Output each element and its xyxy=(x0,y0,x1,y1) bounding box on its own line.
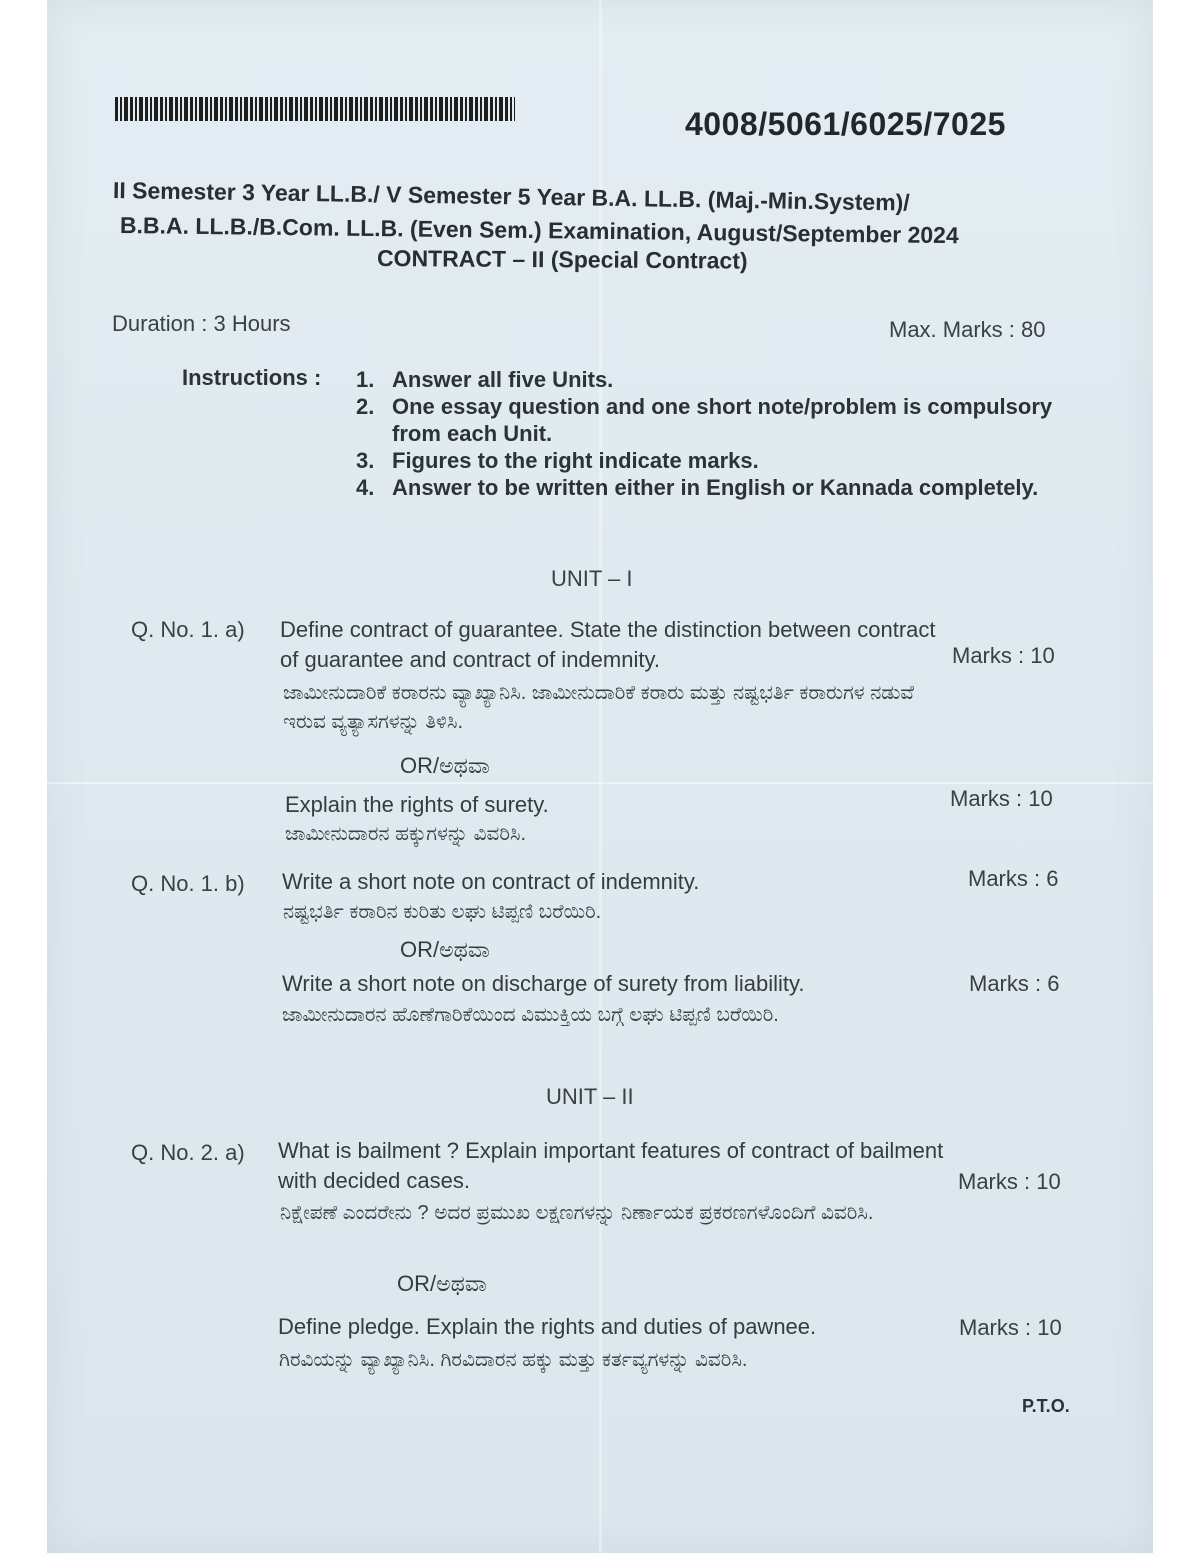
instruction-item: 2. One essay question and one short note/problem is compulsory from each Unit. xyxy=(356,394,1053,446)
question-1b-alt-text: Write a short note on discharge of surety from liability. xyxy=(282,971,805,996)
question-1b-marks: Marks : 6 xyxy=(968,866,1059,891)
question-1a-kannada: ಜಾಮೀನುದಾರಿಕೆ ಕರಾರನು ವ್ಯಾಖ್ಯಾನಿಸಿ. ಜಾಮೀನುದಾರಿಕೆ ಕರಾರು ಮತ್ತು ನಷ್ಟಭರ್ತಿ ಕರಾರುಗಳ ನಡುವೆ ಇರುವ ವ್ಯತ್ಯಾಸಗಳನ್ನು ತಿಳಿಸಿ. xyxy=(283,682,915,733)
paper-code: 4008/5061/6025/7025 xyxy=(685,106,1006,142)
question-2a-kannada: ನಿಕ್ಷೇಪಣೆ ಎಂದರೇನು ? ಅದರ ಪ್ರಮುಖ ಲಕ್ಷಣಗಳನ್ನು ನಿರ್ಣಾಯಕ ಪ್ರಕರಣಗಳೊಂದಿಗೆ ವಿವರಿಸಿ. xyxy=(280,1202,874,1224)
instruction-item: 1. Answer all five Units. xyxy=(356,367,614,392)
question-2a-alt-kannada: ಗಿರವಿಯನ್ನು ವ್ಯಾಖ್ಯಾನಿಸಿ. ಗಿರವಿದಾರನ ಹಕ್ಕು ಮತ್ತು ಕರ್ತವ್ಯಗಳನ್ನು ವಿವರಿಸಿ. xyxy=(279,1349,748,1371)
question-1b-alt-marks: Marks : 6 xyxy=(969,971,1060,996)
question-1a-alt-kannada: ಜಾಮೀನುದಾರನ ಹಕ್ಕುಗಳನ್ನು ವಿವರಿಸಿ. xyxy=(285,823,527,845)
or-separator: OR/ಅಥವಾ xyxy=(397,1271,487,1296)
paper-fold-horizontal xyxy=(47,782,1153,784)
exam-header-line-2: B.B.A. LL.B./B.Com. LL.B. (Even Sem.) Examination, August/September 2024 xyxy=(119,212,959,249)
question-2a-marks: Marks : 10 xyxy=(958,1169,1061,1194)
duration: Duration : 3 Hours xyxy=(112,311,291,336)
barcode xyxy=(115,97,515,121)
instructions-label: Instructions : xyxy=(182,365,322,390)
question-2a-alt-text: Define pledge. Explain the rights and duties of pawnee. xyxy=(278,1314,817,1339)
question-1a-marks: Marks : 10 xyxy=(952,643,1055,668)
subject-title: CONTRACT – II (Special Contract) xyxy=(376,245,748,274)
or-separator: OR/ಅಥವಾ xyxy=(400,753,490,778)
page-turn-over: P.T.O. xyxy=(1022,1396,1070,1416)
unit-2-heading: UNIT – II xyxy=(546,1084,634,1109)
question-1b-text: Write a short note on contract of indemnity. xyxy=(282,869,700,894)
question-2a-label: Q. No. 2. a) xyxy=(131,1140,245,1165)
question-1b-alt-kannada: ಜಾಮೀನುದಾರನ ಹೊಣೆಗಾರಿಕೆಯಿಂದ ವಿಮುಕ್ತಿಯ ಬಗ್ಗೆ ಲಘು ಟಿಪ್ಪಣಿ ಬರೆಯಿರಿ. xyxy=(282,1004,779,1026)
question-2a-alt-marks: Marks : 10 xyxy=(959,1315,1062,1340)
max-marks: Max. Marks : 80 xyxy=(889,317,1046,342)
instruction-item: 4. Answer to be written either in English or Kannada completely. xyxy=(356,475,1039,500)
question-1b-kannada: ನಷ್ಟಭರ್ತಿ ಕರಾರಿನ ಕುರಿತು ಲಘು ಟಿಪ್ಪಣಿ ಬರೆಯಿರಿ. xyxy=(283,901,602,923)
question-1a-alt-marks: Marks : 10 xyxy=(950,786,1053,811)
instruction-item: 3. Figures to the right indicate marks. xyxy=(356,448,759,473)
or-separator: OR/ಅಥವಾ xyxy=(400,937,490,962)
question-1a-label: Q. No. 1. a) xyxy=(131,617,245,642)
unit-1-heading: UNIT – I xyxy=(551,566,633,591)
instructions-list xyxy=(356,366,1056,501)
question-1b-label: Q. No. 1. b) xyxy=(131,871,245,896)
question-1a-alt-text: Explain the rights of surety. xyxy=(285,792,549,817)
question-1a-text: Define contract of guarantee. State the distinction between contract of guarantee and contract of indemnity. xyxy=(280,617,936,672)
question-2a-text: What is bailment ? Explain important features of contract of bailment with decided cases. xyxy=(278,1138,944,1193)
exam-header-line-1: II Semester 3 Year LL.B./ V Semester 5 Year B.A. LL.B. (Maj.-Min.System)/ xyxy=(112,177,910,216)
